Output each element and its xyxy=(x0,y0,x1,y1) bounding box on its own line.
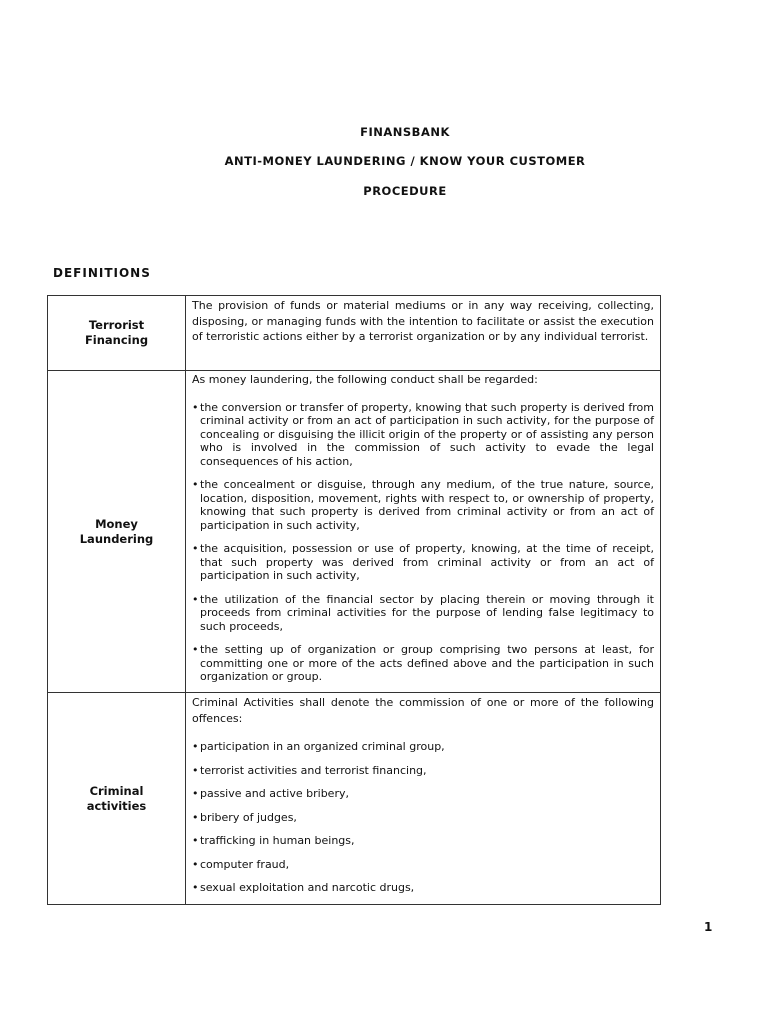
definition-row xyxy=(48,693,661,905)
definition-text: The provision of funds or material mediums or in any way receiving, collecting, disposing, or managing funds with the intention to facilitate or assist the execution of terroristic actions either by a terrorist organization or by any individual terrorist. xyxy=(192,299,654,343)
document-type: PROCEDURE xyxy=(363,184,447,198)
definition-list xyxy=(192,740,654,895)
list-item: • bribery of judges, xyxy=(192,811,654,825)
definition-row xyxy=(48,296,661,371)
term-cell xyxy=(48,296,186,371)
term-label: Money Laundering xyxy=(79,516,154,546)
definition-intro: As money laundering, the following conduct shall be regarded: xyxy=(192,373,538,386)
page-number: 1 xyxy=(704,920,713,934)
definition-row xyxy=(48,371,661,693)
definition-cell xyxy=(186,693,661,905)
bank-name: FINANSBANK xyxy=(360,125,450,139)
term-label: Terrorist Financing xyxy=(84,318,149,347)
definition-list xyxy=(192,401,654,684)
definitions-table xyxy=(47,295,661,905)
list-item: • the acquisition, possession or use of property, knowing, at the time of receipt, that such property was derived from criminal activity or from an act of participation in such activity, xyxy=(192,542,654,583)
list-item: • the concealment or disguise, through any medium, of the true nature, source, location, disposition, movement, rights with respect to, or ownership of property, knowing that such property is derived from criminal activity or from an act of participation in such activity, xyxy=(192,478,654,532)
list-item: • sexual exploitation and narcotic drugs, xyxy=(192,881,654,895)
list-item: • the conversion or transfer of property, knowing that such property is derived from criminal activity or from an act of participation in such activity, for the purpose of concealing or disguising the illicit origin of the property or of assisting any person who is involved in the commission of such activity to evade the legal consequences of his action, xyxy=(192,401,654,469)
list-item: • terrorist activities and terrorist financing, xyxy=(192,764,654,778)
list-item: • participation in an organized criminal group, xyxy=(192,740,654,754)
definition-intro: Criminal Activities shall denote the commission of one or more of the following offences: xyxy=(192,696,654,725)
list-item: • trafficking in human beings, xyxy=(192,834,654,848)
list-item: • the setting up of organization or group comprising two persons at least, for committing one or more of the acts defined above and the participation in such organization or group. xyxy=(192,643,654,684)
list-item: • the utilization of the financial sector by placing therein or moving through it proceeds from criminal activities for the purpose of lending false legitimacy to such proceeds, xyxy=(192,593,654,634)
term-cell xyxy=(48,371,186,693)
definitions-heading: DEFINITIONS xyxy=(53,266,151,280)
term-cell xyxy=(48,693,186,905)
definition-cell xyxy=(186,296,661,371)
definition-cell xyxy=(186,371,661,693)
document-subtitle: ANTI-MONEY LAUNDERING / KNOW YOUR CUSTOMER xyxy=(224,154,586,168)
list-item: • passive and active bribery, xyxy=(192,787,654,801)
list-item: • computer fraud, xyxy=(192,858,654,872)
term-label: Criminal activities xyxy=(86,783,147,813)
